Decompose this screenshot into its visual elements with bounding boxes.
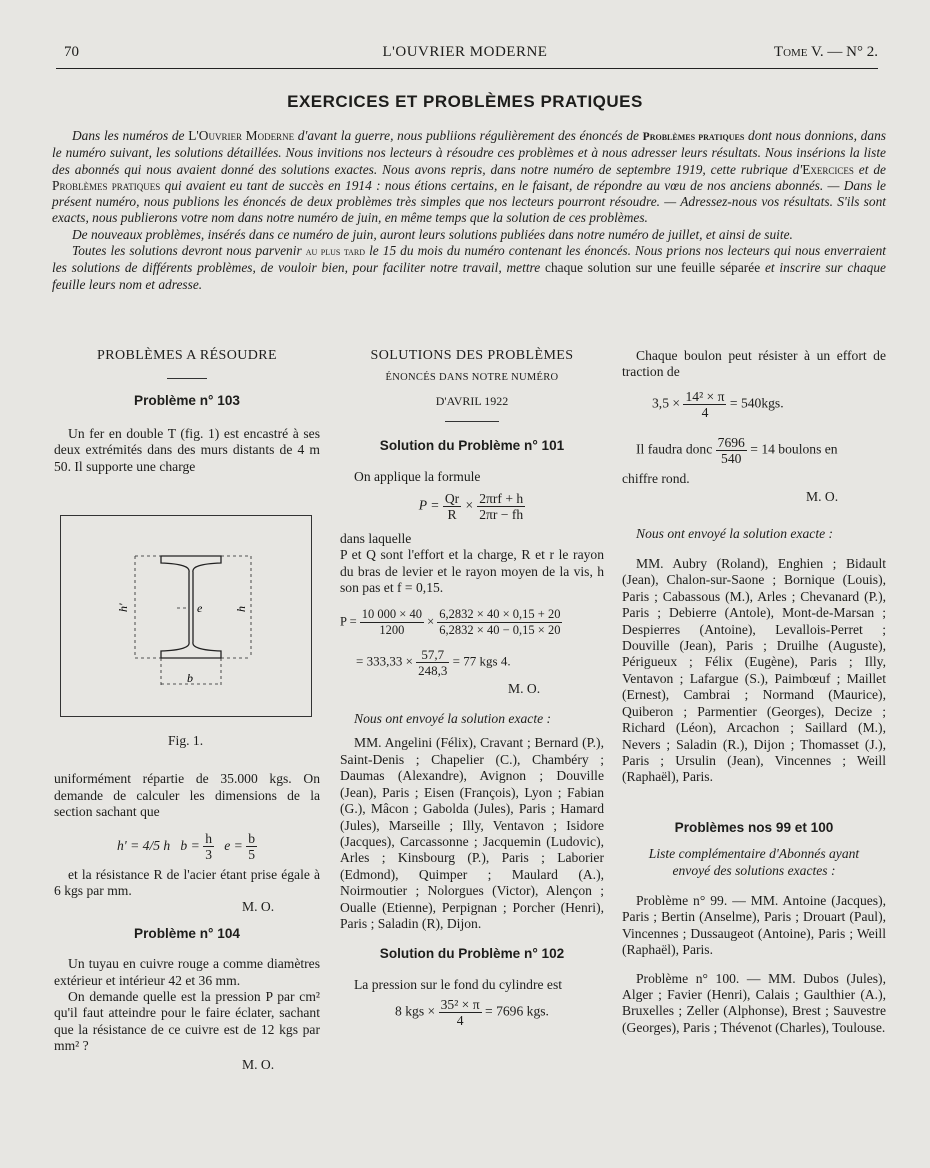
problem-104-text-1: Un tuyau en cuivre rouge a comme diamètres extérieur et intérieur 42 et 36 mm. [54,956,320,988]
solution-101-text-2: dans laquelle [340,531,412,547]
figure-caption: Fig. 1. [168,733,204,748]
page-title: EXERCICES ET PROBLÈMES PRATIQUES [287,92,643,111]
figure-1 [60,515,312,717]
label-h: h [234,606,248,612]
problem-100-list: Problème n° 100. — MM. Dubos (Jules), Alger ; Favier (Henri), Calais ; Gaulthier (A.), Bruxelles ; Zeller (Alphonse), Brest ; Sauvestre (Georges), Paris ; Thévenot (Charles), Toulouse. [622,970,886,1035]
correct-solvers-list: MM. Angelini (Félix), Cravant ; Bernard (P.), Saint-Denis ; Chapelier (C.), Chambéry ; Daumas (Alexandre), Avignon ; Douville (Jean), Paris ; Eisen (François), Lyon ; Fabian (G.), Mâcon ; Gabolda (Jules), Paris ; Hamard (Jules), Marseille ; Illy, Ventavon ; Isidore (Jacques), Carcassonne ; Jacquemin (Ludovic), Arles ; Kinsbourg (P.), Paris ; Laborier (Edmond), Quimper ; Maulard (A.), Noirmoutier ; Nolorgues (Victor), Alençon ; Oualle (Etienne), Perpignan ; Porcher (Henri), Paris ; Saladin (R), Dijon. [340,735,604,931]
problem-103-text-3: et la résistance R de l'acier étant prise égale à 6 kgs par mm. [54,866,320,899]
problem-104-title: Problème n° 104 [134,925,240,941]
column-solutions-cont [622,348,886,1036]
intro-paragraph-3: Toutes les solutions devront nous parvenir au plus tard le 15 du mois du numéro contenant les énoncés. Nous prions nos lecteurs qui nous enverraient les solutions de différents problèmes, de vouloir bien, pour faciliter notre travail, mettre chaque solution sur une feuille séparée et inscrire sur chaque feuille leurs nom et adresse. [52,243,886,292]
section-subheading: ÉNONCÉS DANS NOTRE NUMÉRO [385,372,559,384]
section-heading: PROBLÈMES A RÉSOUDRE [97,348,277,363]
formula-6: Il faudra donc $\frac{7696}{540}$ = 14 boulons en [636,434,838,466]
formula-2: P = $\frac{10 000 \times 40}{1200}$ × $\frac{6,2832 \times 40 \times 0,15 + 20}{6,2832 \times 40 - 0,15 \times 20}$ [340,606,561,637]
formula-1: P = $\frac{Qr}{R}$ × $\frac{\text{2πrf + h}}{2\pi r - fh}$ [418,491,524,523]
header-rule [56,68,878,69]
supplementary-list-title: Liste complémentaire d'Abonnés ayant envoyé des solutions exactes : [648,846,860,878]
divider [167,378,207,379]
solution-102-text-2: Chaque boulon peut résister à un effort de traction de [622,348,886,380]
problem-103-text-2: uniformément répartie de 35.000 kgs. On demande de calculer les dimensions de la section sachant que [54,771,320,820]
problem-103-title: Problème n° 103 [134,393,240,409]
formula-4: 8 kgs × $\frac{\text{35² × π}}{4}$ = 7696 kgs. [395,997,549,1029]
page-number: 70 [64,44,79,60]
intro [52,128,886,293]
i-beam-diagram [61,516,311,716]
issue-number: Tome V. — N° 2. [773,44,878,60]
section-heading: SOLUTIONS DES PROBLÈMES [370,348,574,363]
correct-solvers-title: Nous ont envoyé la solution exacte : [636,525,834,541]
formula-5: 3,5 × $\frac{\text{14² × π}}{4}$ = 540kgs. [652,388,784,420]
label-h-prime: h' [116,603,130,612]
intro-paragraph-2: De nouveaux problèmes, insérés dans ce numéro de juin, auront leurs solutions publiées dans notre numéro de juillet, et ainsi de suite. [72,226,793,242]
problem-99-list: Problème n° 99. — MM. Antoine (Jacques), Paris ; Bertin (Anselme), Paris ; Drouart (Paul), Vincennes ; Dussaugeot (Antoine), Paris ; Weill (Raphaël), Paris. [622,892,886,958]
problem-103-formula: h' = 4/5 h b = $\frac{h}{3}$ e = $\frac{b}{5}$ [116,831,256,862]
solution-101-text-3: P et Q sont l'effort et la charge, R et r le rayon du bras de levier et le rayon moyen de la vis, h son pas et f = 0,15. [340,547,604,596]
solution-101-text-1: On applique la formule [354,468,481,484]
label-b: b [187,671,193,685]
correct-solvers-list: MM. Aubry (Roland), Enghien ; Bidault (Jean), Chalon-sur-Saone ; Bornique (Louis), Paris ; Cabassous (M.), Arles ; Chevanard (P.), Paris ; Debierre (Antole), Mont-de-Marsan ; Despierres (Antoine), Levallois-Perret ; Douville (Jean), Paris ; Druilhe (Auguste), Périgueux ; Félix (Eugène), Paris ; Illy, Ventavon ; Lafargue (S.), Paimbœuf ; Maillet (Ernest), Cambrai ; Normand (Maurice), Quiberon ; Parmentier (Georges), Decize ; Richard (Léon), Arcachon ; Saillard (M.), Nevers ; Saladin (R.), Dijon ; Thomasset (J.), Paris ; Ursulin (Jean), Vincennes ; Weill (Raphaël), Paris. [622,556,886,785]
signature: M. O. [242,1056,275,1072]
problem-104-text-2: On demande quelle est la pression P par cm² qu'il faut atteindre pour le faire éclater, sachant que la résistance de ce cuivre est de 12 kgs par mm² ? [54,989,320,1054]
section-subheading-date: D'AVRIL 1922 [435,393,509,408]
solution-102-text-1: La pression sur le fond du cylindre est [354,976,563,992]
column-problems [54,348,320,475]
column-problems-cont [54,733,320,1073]
journal-title: L'OUVRIER MODERNE [382,44,548,60]
signature: M. O. [508,680,541,696]
solution-102-title: Solution du Problème n° 102 [379,946,565,962]
label-e: e [197,601,203,615]
intro-paragraph-1: Dans les numéros de L'Ouvrier Moderne d'avant la guerre, nous publiions régulièrement des énoncés de Problèmes pratiques dont nous donnions, dans le numéro suivant, les solutions détaillées. Nous invitions nos lecteurs à résoudre ces problèmes et à nous adresser leurs résultats. Nous insérions la liste des abonnés qui nous avaient donné des solutions exactes. Nous avons repris, dans notre numéro de septembre 1919, cette rubrique d'Exercices et de Problèmes pratiques qui avaient eu tant de succès en 1914 : nous étions certains, en le faisant, de répondre au vœu de nos anciens abonnés. — Dans le présent numéro, nous publions les énoncés de deux problèmes très simples que nos lecteurs pourront résoudre. — Adressez-nous vos résultats. S'ils sont exacts, nous publierons votre nom dans notre numéro de juin, en même temps que la solution de ces problèmes. [52,128,886,226]
correct-solvers-title: Nous ont envoyé la solution exacte : [354,711,552,727]
signature: M. O. [806,489,839,505]
column-solutions [340,348,604,1033]
problems-99-100-title: Problèmes nos 99 et 100 [674,819,834,835]
problem-103-text-1: Un fer en double T (fig. 1) est encastré à ses deux extrémités dans des murs distants de 4 m 50. Il supporte une charge [54,425,320,474]
solution-102-text-3: chiffre rond. [622,470,690,486]
signature: M. O. [242,899,275,915]
formula-3: = 333,33 × $\frac{57,7}{248,3}$ = 77 kgs 4. [356,646,511,678]
solution-101-title: Solution du Problème n° 101 [379,438,565,454]
divider [445,421,499,422]
